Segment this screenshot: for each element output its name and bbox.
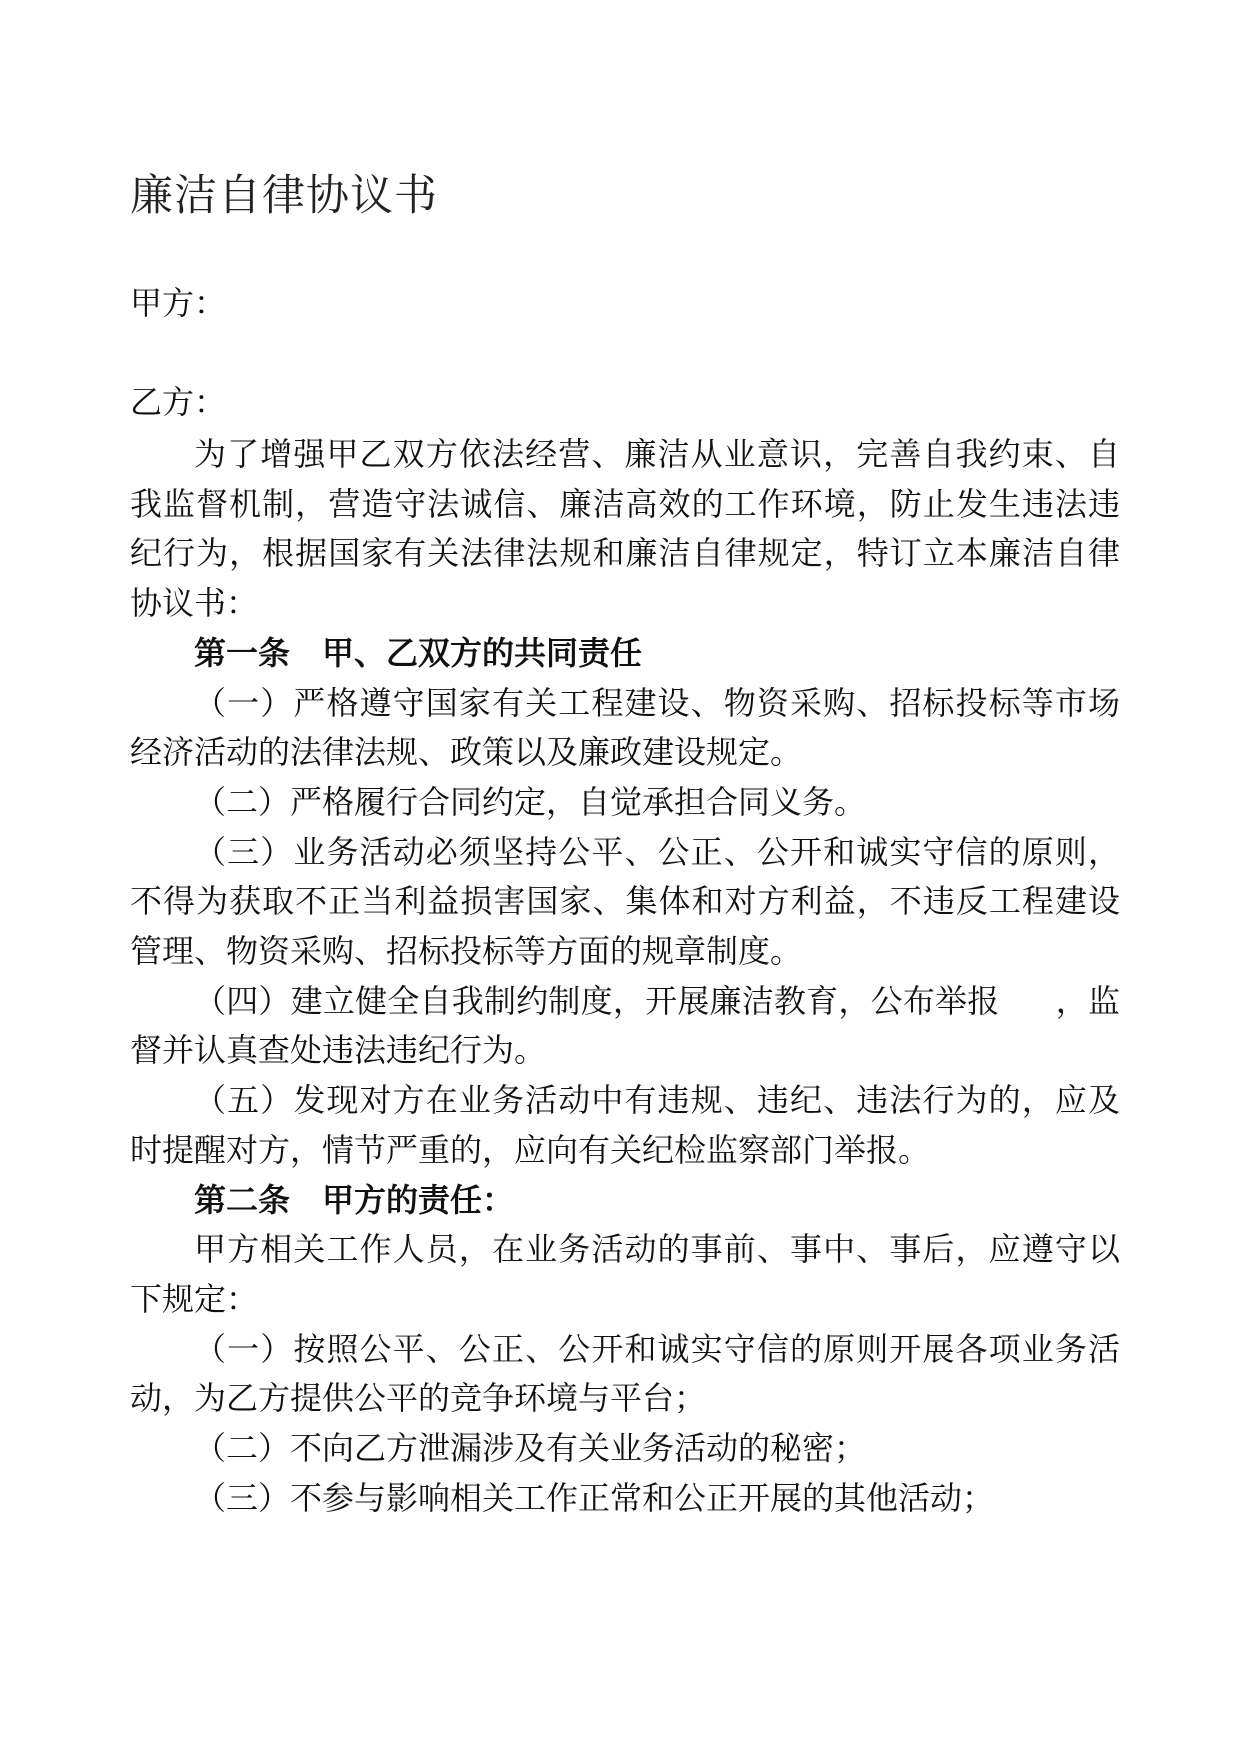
article-1-item-5: （五）发现对方在业务活动中有违规、违纪、违法行为的，应及时提醒对方，情节严重的，应向有关纪检监察部门举报。 [130,1081,1120,1169]
article-1-item-4-part-2: ，监督并认真查处违法违纪行为。 [130,981,1120,1070]
article-1-item-4 [130,977,1120,1076]
party-a-label: 甲方： [130,284,227,322]
article-2-item-3: （三）不参与影响相关工作正常和公正开展的其他活动； [194,1478,995,1517]
article-1-item-4-part-1: （四）建立健全自我制约制度，开展廉洁教育，公布举报 [194,981,1000,1020]
article-1-item-3: （三）业务活动必须坚持公平、公正、公开和诚实守信的原则，不得为获取不正当利益损害国家、集体和对方利益，不违反工程建设管理、物资采购、招标投标等方面的规章制度。 [130,832,1120,971]
article-1-heading: 第一条 甲、乙双方的共同责任 [194,633,643,672]
document-body [130,430,1120,1523]
party-b-label: 乙方： [130,383,227,421]
article-2-item-2: （二）不向乙方泄漏涉及有关业务活动的秘密； [194,1429,867,1468]
article-2-heading: 第二条 甲方的责任： [194,1180,515,1219]
article-1-item-1: （一）严格遵守国家有关工程建设、物资采购、招标投标等市场经济活动的法律法规、政策以及廉政建设规定。 [130,683,1120,772]
article-1-item-2: （二）严格履行合同约定，自觉承担合同义务。 [194,782,867,821]
article-2-intro: 甲方相关工作人员，在业务活动的事前、事中、事后，应遵守以下规定： [130,1230,1120,1318]
article-2-item-1: （一）按照公平、公正、公开和诚实守信的原则开展各项业务活动，为乙方提供公平的竞争环境与平台； [130,1329,1120,1418]
document-title: 廉洁自律协议书 [130,171,438,221]
intro-paragraph: 为了增强甲乙双方依法经营、廉洁从业意识，完善自我约束、自我监督机制，营造守法诚信、廉洁高效的工作环境，防止发生违法违纪行为，根据国家有关法律法规和廉洁自律规定，特订立本廉洁自律协议书： [130,435,1120,623]
